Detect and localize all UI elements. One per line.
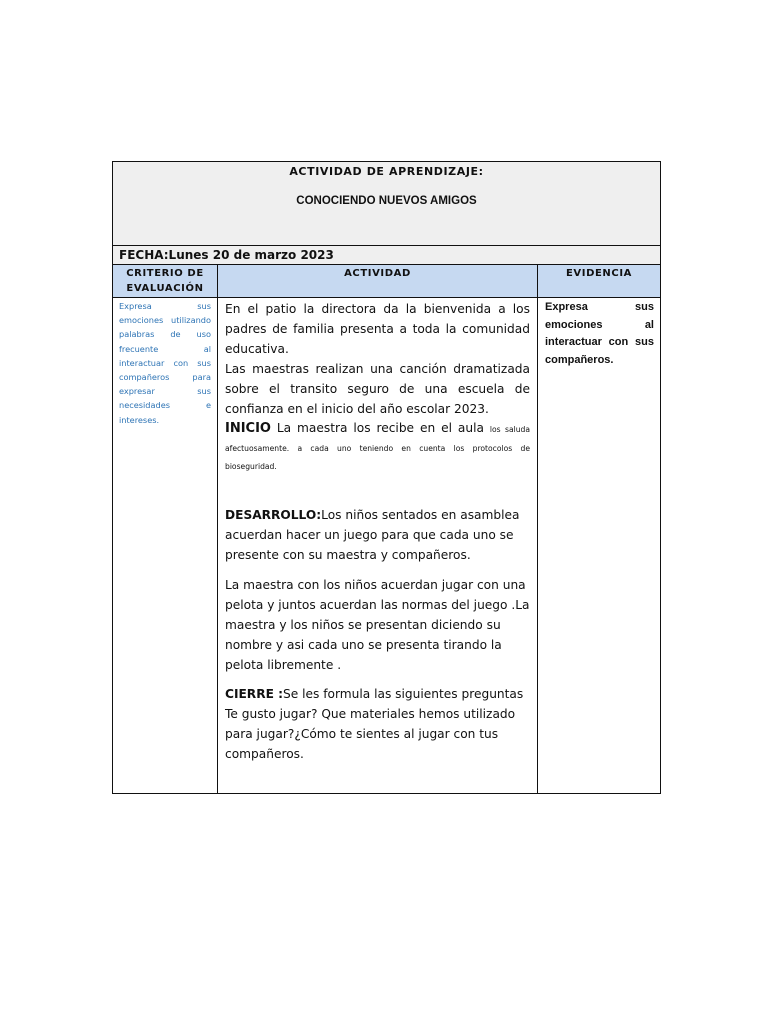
activity-subtitle: CONOCIENDO NUEVOS AMIGOS bbox=[296, 195, 477, 207]
criterio-cell bbox=[113, 298, 217, 793]
column-header-actividad: ACTIVIDAD bbox=[217, 265, 537, 298]
inicio-text: La maestra los recibe en el aula bbox=[270, 421, 490, 435]
inicio-paragraph bbox=[225, 419, 530, 474]
column-header-evidencia: EVIDENCIA bbox=[537, 265, 660, 298]
actividad-cell bbox=[217, 298, 537, 793]
activity-title: ACTIVIDAD DE APRENDIZAJE: bbox=[289, 165, 484, 178]
table-header bbox=[113, 162, 660, 246]
desarrollo-label: DESARROLLO: bbox=[225, 508, 322, 522]
evidencia-cell bbox=[537, 298, 660, 793]
activity-table bbox=[112, 161, 661, 794]
evidencia-text: Expresa sus emociones al interactuar con sus compañeros. bbox=[545, 301, 654, 366]
intro-paragraph-1: En el patio la directora da la bienvenida a los padres de familia presenta a toda la comunidad educativa. bbox=[225, 302, 530, 356]
inicio-small-text: los saluda afectuosamente. a cada uno teniendo en cuenta los protocolos de bioseguridad. bbox=[225, 425, 530, 471]
column-header-criterio: CRITERIO DE EVALUACIÓN bbox=[113, 265, 217, 298]
juego-paragraph: La maestra con los niños acuerdan jugar con una pelota y juntos acuerdan las normas del juego .La maestra y los niños se presentan diciendo su nombre y asi cada uno se presenta tirando la pelota libremente . bbox=[225, 578, 530, 672]
desarrollo-paragraph bbox=[225, 505, 530, 565]
cierre-text: Se les formula las siguientes preguntas Te gusto jugar? Que materiales hemos utilizado para jugar?¿Cómo te sientes al jugar con tus compañeros. bbox=[225, 687, 524, 761]
cierre-paragraph bbox=[225, 684, 530, 764]
cierre-label: CIERRE : bbox=[225, 687, 284, 701]
date-row: FECHA:Lunes 20 de marzo 2023 bbox=[113, 246, 660, 265]
criterio-text: Expresa sus emociones utilizando palabras de uso frecuente al interactuar con sus compañeros para expresar sus necesidades e intereses. bbox=[119, 301, 211, 425]
desarrollo-text: Los niños sentados en asamblea acuerdan hacer un juego para que cada uno se presente con su maestra y compañeros. bbox=[225, 508, 520, 562]
inicio-label: INICIO bbox=[225, 421, 271, 436]
intro-paragraph-2: Las maestras realizan una canción dramatizada sobre el transito seguro de una escuela de confianza en el inicio del año escolar 2023. bbox=[225, 362, 530, 416]
